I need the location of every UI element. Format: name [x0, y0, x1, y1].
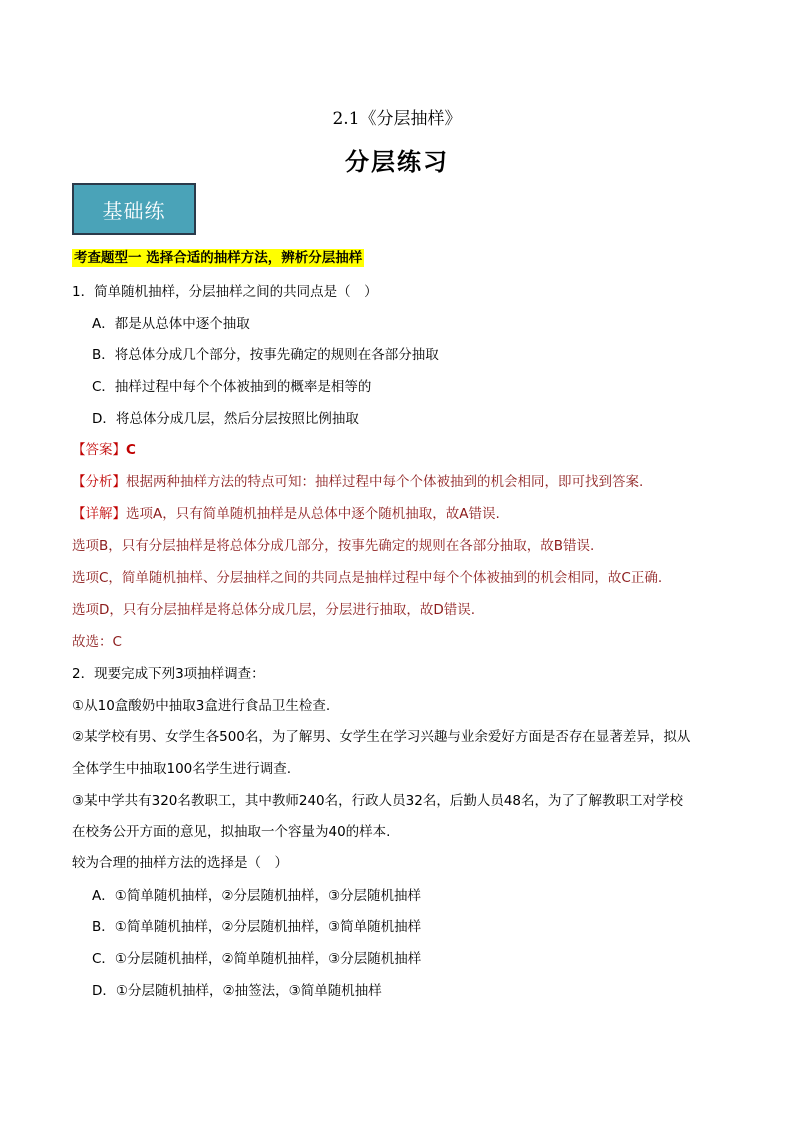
q2-option-c: C．①分层随机抽样，②简单随机抽样，③分层随机抽样 [92, 951, 422, 967]
section-tag: 基础练 [72, 183, 196, 235]
q2-option-b: B．①简单随机抽样，②分层随机抽样，③简单随机抽样 [92, 919, 422, 935]
detail-line: 选项A，只有简单随机抽样是从总体中逐个随机抽取，故A错误. [126, 506, 500, 522]
q1-detail-first [72, 504, 500, 524]
q1-conclusion: 故选：C [72, 634, 122, 650]
topic-highlight: 考查题型一 选择合适的抽样方法，辨析分层抽样 [74, 250, 363, 266]
document-title: 2.1《分层抽样》 [332, 109, 462, 129]
document-subtitle: 分层练习 [345, 147, 449, 176]
detail-label: 【详解】 [72, 506, 126, 522]
q2-option-d: D．①分层随机抽样，②抽签法，③简单随机抽样 [92, 983, 382, 999]
topic-heading [72, 248, 364, 268]
q2-prompt: 较为合理的抽样方法的选择是（ ） [72, 855, 288, 871]
q1-option-a: A．都是从总体中逐个抽取 [92, 316, 250, 332]
q2-item: ①从10盒酸奶中抽取3盒进行食品卫生检查. [72, 698, 331, 714]
analysis-label: 【分析】 [72, 474, 126, 490]
q2-item: 全体学生中抽取100名学生进行调查. [72, 761, 292, 777]
q2-option-a: A．①简单随机抽样，②分层随机抽样，③分层随机抽样 [92, 888, 422, 904]
q2-item: ③某中学共有320名教职工，其中教师240名，行政人员32名，后勤人员48名，为了了解教职工对学校 [72, 793, 683, 809]
q1-answer [72, 440, 136, 460]
analysis-text: 根据两种抽样方法的特点可知：抽样过程中每个个体被抽到的机会相同，即可找到答案. [126, 474, 644, 490]
q1-stem: 1．简单随机抽样，分层抽样之间的共同点是（ ） [72, 284, 378, 300]
q2-item: 在校务公开方面的意见，拟抽取一个容量为40的样本. [72, 824, 391, 840]
q1-detail-line: 选项B，只有分层抽样是将总体分成几部分，按事先确定的规则在各部分抽取，故B错误. [72, 538, 595, 554]
answer-value: C [126, 442, 136, 458]
q1-option-d: D．将总体分成几层，然后分层按照比例抽取 [92, 411, 359, 427]
answer-label: 【答案】 [72, 442, 126, 458]
q1-option-b: B．将总体分成几个部分，按事先确定的规则在各部分抽取 [92, 347, 439, 363]
q1-detail-line: 选项C，简单随机抽样、分层抽样之间的共同点是抽样过程中每个个体被抽到的机会相同，故C正确. [72, 570, 663, 586]
q1-detail-line: 选项D，只有分层抽样是将总体分成几层，分层进行抽取，故D错误. [72, 602, 476, 618]
q2-stem: 2．现要完成下列3项抽样调查： [72, 666, 265, 682]
q1-option-c: C．抽样过程中每个个体被抽到的概率是相等的 [92, 379, 372, 395]
q2-item: ②某学校有男、女学生各500名，为了解男、女学生在学习兴趣与业余爱好方面是否存在显著差异，拟从 [72, 729, 691, 745]
q1-analysis [72, 472, 643, 492]
